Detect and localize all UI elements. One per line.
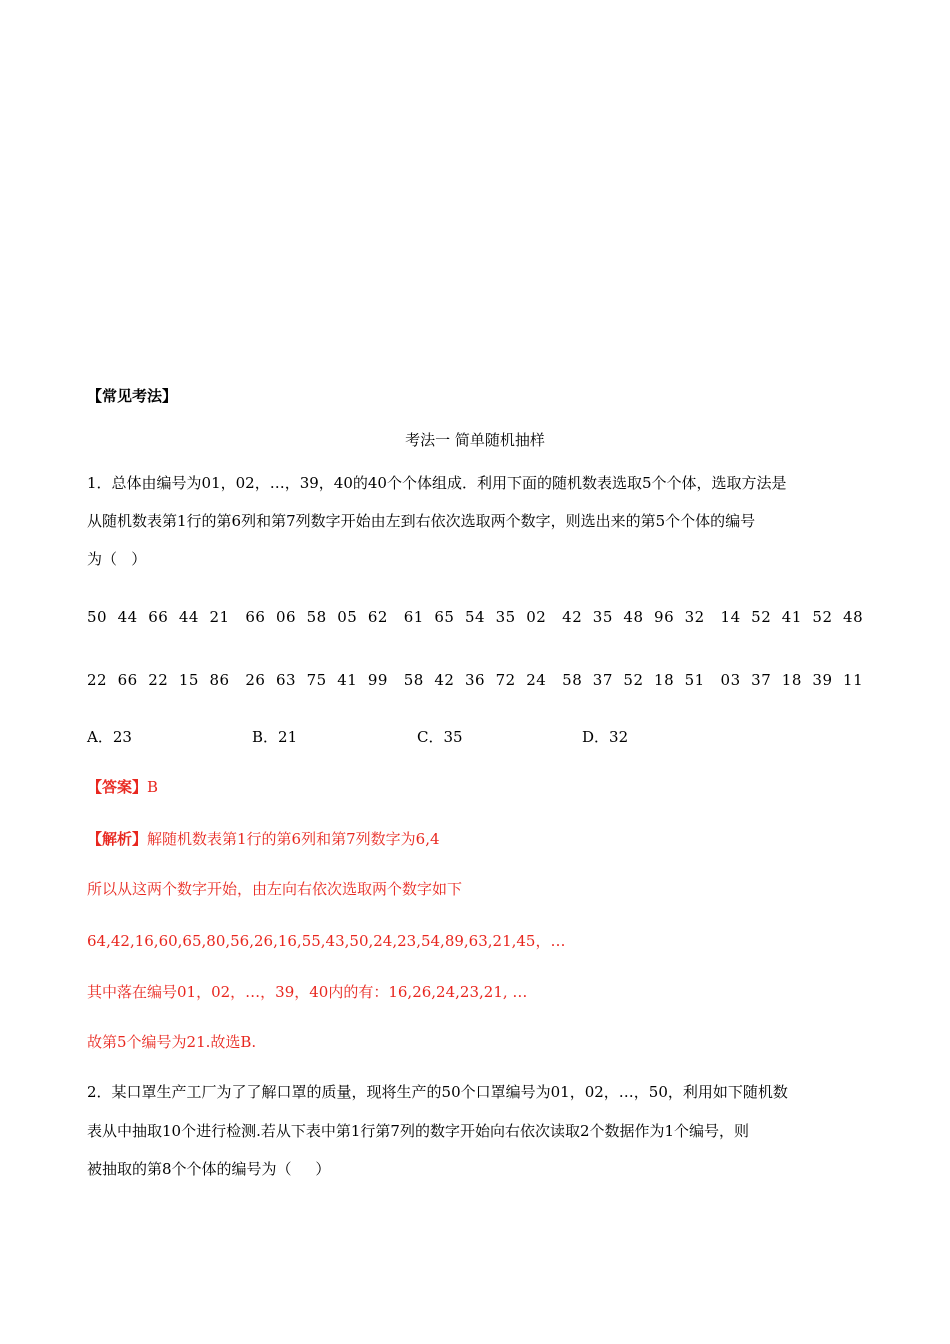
analysis-line4: 其中落在编号01，02，…，39，40内的有：16,26,24,23,21, … xyxy=(87,983,528,1001)
analysis-line3: 64,42,16,60,65,80,56,26,16,55,43,50,24,23,54,89,63,21,45，… xyxy=(87,932,566,950)
analysis-line1 xyxy=(87,829,440,849)
answer-value: B xyxy=(147,778,159,796)
random-table-row1: 50 44 66 44 21 66 06 58 05 62 61 65 54 35 02 42 35 48 96 32 14 52 41 52 48 xyxy=(87,608,864,626)
option-b: B．21 xyxy=(252,728,298,746)
analysis-text-1: 解随机数表第1行的第6列和第7列数字为6,4 xyxy=(147,830,440,848)
q2-text-line1: 2．某口罩生产工厂为了了解口罩的质量，现将生产的50个口罩编号为01，02，…，50，利用如下随机数 xyxy=(87,1083,788,1101)
answer-tag: 【答案】 xyxy=(87,778,148,796)
random-table-row2: 22 66 22 15 86 26 63 75 41 99 58 42 36 72 24 58 37 52 18 51 03 37 18 39 11 xyxy=(87,671,864,689)
section-title: 【常见考法】 xyxy=(87,387,178,405)
subtitle: 考法一 简单随机抽样 xyxy=(405,431,545,449)
q2-text-line3: 被抽取的第8个个体的编号为（ ） xyxy=(87,1160,331,1178)
q1-text-line2: 从随机数表第1行的第6列和第7列数字开始由左到右依次选取两个数字，则选出来的第5个个体的编号 xyxy=(87,512,756,530)
analysis-line2: 所以从这两个数字开始，由左向右依次选取两个数字如下 xyxy=(87,880,463,898)
analysis-tag: 【解析】 xyxy=(87,830,148,848)
q1-text-line1: 1．总体由编号为01，02，…，39，40的40个个体组成．利用下面的随机数表选取5个个体，选取方法是 xyxy=(87,474,787,492)
answer-line xyxy=(87,777,158,797)
analysis-line5: 故第5个编号为21.故选B. xyxy=(87,1033,257,1051)
q1-text-line3: 为（ ） xyxy=(87,550,147,568)
q2-text-line2: 表从中抽取10个进行检测.若从下表中第1行第7列的数字开始向右依次读取2个数据作为1个编号，则 xyxy=(87,1122,750,1140)
option-d: D．32 xyxy=(582,728,629,746)
option-a: A．23 xyxy=(87,728,132,746)
option-c: C．35 xyxy=(417,728,463,746)
